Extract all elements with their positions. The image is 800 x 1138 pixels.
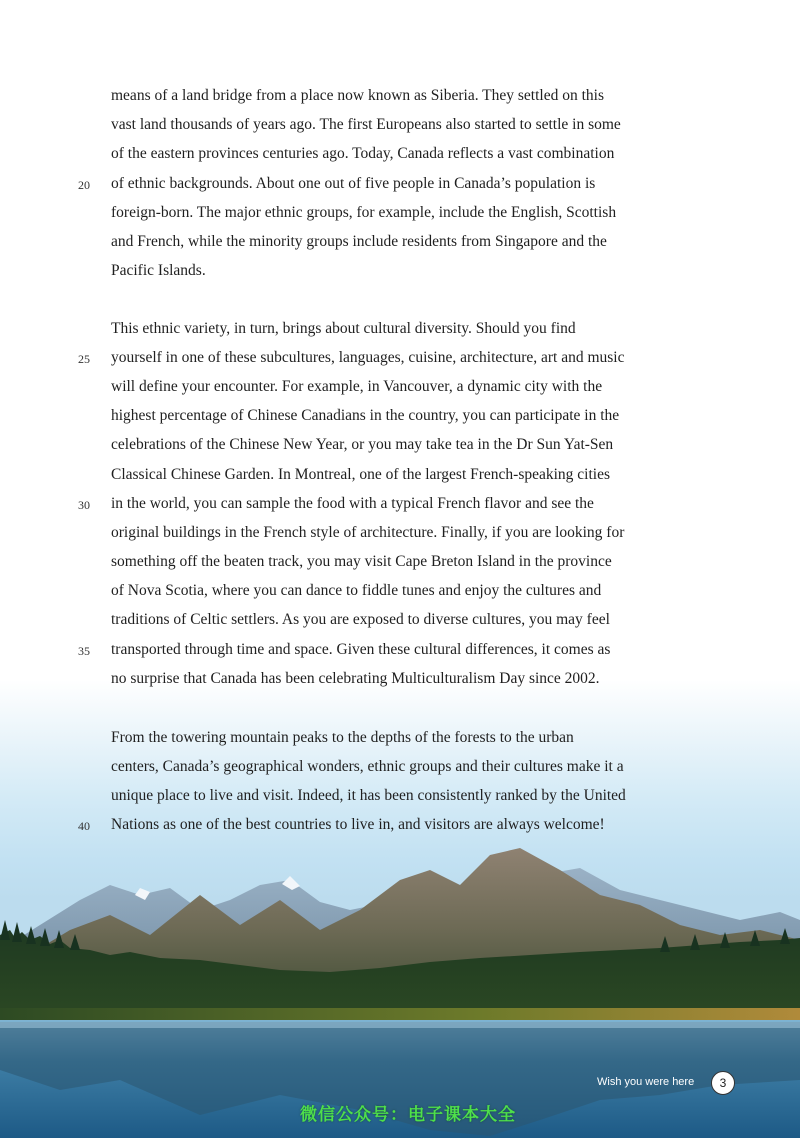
running-title: Wish you were here xyxy=(597,1076,695,1088)
text-line: highest percentage of Chinese Canadians in the country, you can participate in the xyxy=(111,407,620,424)
text-line: transported through time and space. Given these cultural differences, it comes as xyxy=(111,641,611,658)
text-line: vast land thousands of years ago. The first Europeans also started to settle in some xyxy=(111,116,621,133)
text-line: Nations as one of the best countries to live in, and visitors are always welcome! xyxy=(111,816,605,833)
text-line: something off the beaten track, you may visit Cape Breton Island in the province xyxy=(111,553,612,570)
watermark-text: 微信公众号：电子课本大全 xyxy=(300,1105,516,1125)
text-line: From the towering mountain peaks to the depths of the forests to the urban xyxy=(111,729,574,746)
line-number: 25 xyxy=(78,352,90,366)
text-line: unique place to live and visit. Indeed, it has been consistently ranked by the United xyxy=(111,787,626,804)
text-line: of ethnic backgrounds. About one out of five people in Canada’s population is xyxy=(111,175,596,192)
text-line: Pacific Islands. xyxy=(111,262,206,279)
text-line: traditions of Celtic settlers. As you are exposed to diverse cultures, you may feel xyxy=(111,611,610,628)
text-line: in the world, you can sample the food with a typical French flavor and see the xyxy=(111,495,594,512)
text-line: Classical Chinese Garden. In Montreal, one of the largest French-speaking cities xyxy=(111,466,611,483)
line-number: 20 xyxy=(78,178,90,192)
line-number: 30 xyxy=(78,498,90,512)
mountain-lake-photo xyxy=(0,840,800,1138)
line-number: 40 xyxy=(78,819,90,833)
text-line: of Nova Scotia, where you can dance to fiddle tunes and enjoy the cultures and xyxy=(111,582,602,599)
text-line: will define your encounter. For example, in Vancouver, a dynamic city with the xyxy=(111,378,603,395)
line-number: 35 xyxy=(78,644,90,658)
text-line: and French, while the minority groups include residents from Singapore and the xyxy=(111,233,607,250)
text-line: foreign-born. The major ethnic groups, for example, include the English, Scottish xyxy=(111,204,617,221)
page-number-badge: 3 xyxy=(711,1071,735,1095)
text-line: This ethnic variety, in turn, brings about cultural diversity. Should you find xyxy=(111,320,576,337)
text-line: means of a land bridge from a place now known as Siberia. They settled on this xyxy=(111,87,605,104)
text-line: original buildings in the French style of architecture. Finally, if you are looking for xyxy=(111,524,625,541)
text-line: celebrations of the Chinese New Year, or you may take tea in the Dr Sun Yat-Sen xyxy=(111,436,614,453)
text-line: of the eastern provinces centuries ago. Today, Canada reflects a vast combination xyxy=(111,145,615,162)
text-line: yourself in one of these subcultures, languages, cuisine, architecture, art and music xyxy=(111,349,625,366)
text-line: no surprise that Canada has been celebrating Multiculturalism Day since 2002. xyxy=(111,670,600,687)
text-line: centers, Canada’s geographical wonders, ethnic groups and their cultures make it a xyxy=(111,758,624,775)
